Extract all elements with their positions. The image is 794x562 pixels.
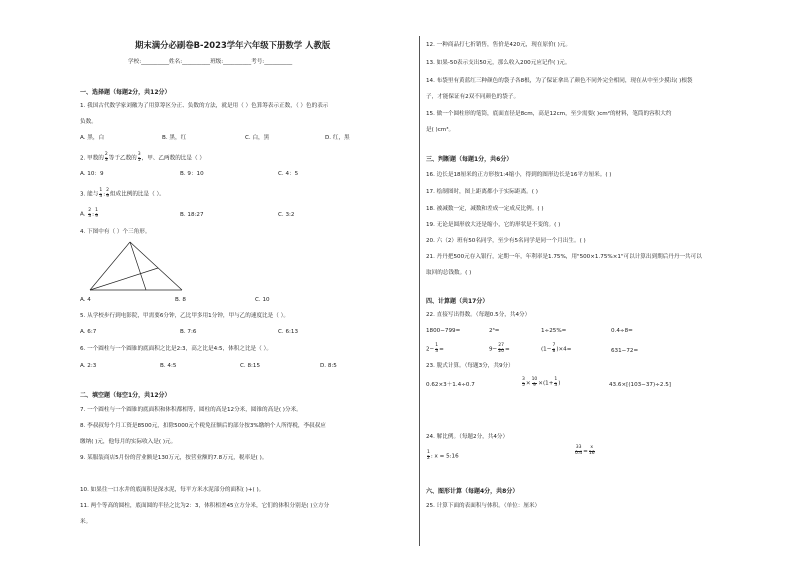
- question-8-cont: 缴纳( )元，他每月的实际收入是( )元。: [80, 439, 177, 445]
- question-14-cont: 子，才能保证有2双不同颜色的袋子。: [426, 94, 520, 100]
- left-column: [80, 0, 415, 562]
- right-column: [426, 0, 756, 562]
- q6-option-c: C. 8:15: [240, 363, 261, 369]
- question-6: 6. 一个圆柱与一个圆锥的底面积之比是2:3，高之比是4:5，体积之比是（ ）。: [80, 346, 272, 352]
- question-7: 7. 一个圆柱与一个圆锥的底面积和体积都相等，圆柱的高是12分米，圆锥的高是( )分米。: [80, 407, 302, 413]
- exam-title: 期末满分必刷卷B-2023学年六年级下册数学 人教版: [135, 40, 331, 50]
- question-22: 22. 直接写出得数。（每题0.5分，共4分）: [426, 312, 531, 318]
- column-divider: [419, 36, 420, 546]
- question-3: 3. 能与 $\frac{1}{3}$ : $\frac{2}{9}$ 组成比例的比是（ ）。: [80, 188, 165, 199]
- q6-option-d: D. 8:5: [320, 363, 337, 369]
- triangle-figure: [88, 238, 188, 298]
- calc-item: (1− $\frac{7}{8}$ )×4=: [541, 343, 572, 354]
- question-2: [80, 153, 205, 163]
- equation-a: $\frac{1}{2}$ : x = 5:16: [427, 450, 459, 461]
- q1-option-c: C. 白，黑: [245, 135, 270, 141]
- calc-item: 2³=: [489, 328, 500, 334]
- section-calc-heading: 四、计算题（共17分）: [426, 298, 489, 305]
- q6-option-a: A. 2:3: [80, 363, 97, 369]
- q2-option-a: A. 10：9: [80, 171, 104, 177]
- question-15-cont: 是( )cm³。: [426, 127, 455, 133]
- q3-text-pre: 3. 能与: [80, 191, 99, 198]
- question-16: 16. 边长是18厘米的正方形按1:4缩小，得到的图形边长是16平方厘米。( ): [426, 172, 612, 178]
- fraction: $\frac{1}{3}$: [99, 188, 103, 199]
- section-figure-heading: 六、图形计算（每题4分，共8分）: [426, 488, 519, 495]
- question-17: 17. 绘制图时，图上距离都小于实际距离。( ): [426, 189, 538, 195]
- question-14: 14. 布袋里有黄蓝红三种颜色的袋子各8根，为了保证拿出了颜色不同外完全相同，现在从中至少摸出( )根袋: [426, 78, 693, 84]
- q1-option-b: B. 黑，红: [162, 135, 187, 141]
- calc-item: 0.4÷8=: [611, 328, 633, 334]
- question-1-cont: 负数。: [80, 119, 97, 125]
- question-4: 4. 下图中有（ ）个三角形。: [80, 229, 151, 235]
- q3-option-b: B. 18:27: [180, 212, 204, 218]
- calc-item: 1800−799=: [426, 328, 461, 334]
- q4-option-c: C. 10: [255, 297, 270, 303]
- q6-option-b: B. 4:5: [160, 363, 177, 369]
- fraction: $\frac{2}{9}$: [106, 188, 109, 199]
- question-10: 10. 如果往一口水井的底面积是深水泥，每平方米水泥部分的面积( )+( )。: [80, 487, 265, 493]
- q3-text-mid: 组成比例的比是（ ）。: [109, 191, 165, 198]
- question-11: 11. 两个等高的圆柱，底面圆的半径之比为2：3，体积相差45立方分米，它们的体积分别是( )立方分: [80, 503, 330, 509]
- question-23: 23. 脱式计算。（每题3分，共9分）: [426, 363, 514, 369]
- question-24: 24. 解比例。（每题2分，共4分）: [426, 434, 509, 440]
- question-19: 19. 无论是圆形放大还是缩小，它的形状是不变的。( ): [426, 222, 561, 228]
- q2-option-b: B. 9：10: [180, 171, 204, 177]
- question-18: 18. 被减数一定，减数和差成一定成反比例。( ): [426, 206, 544, 212]
- equation-b: $\frac{33}{0.4}$ = $\frac{x}{16}$: [575, 445, 595, 456]
- student-info-line: 学校:__________姓名:__________班级:__________考号:__________: [128, 59, 293, 65]
- section-judge-heading: 三、判断题（每题1分，共6分）: [426, 156, 513, 163]
- fraction: $\frac{3}{5}$: [137, 152, 141, 163]
- calc-item: 9− $\frac{27}{20}$ =: [489, 343, 510, 354]
- q2-option-c: C. 4：5: [278, 171, 299, 177]
- question-13: 13. 如果-50表示支出50元，那么收入200元应记作( )元。: [426, 60, 571, 66]
- q1-option-d: D. 红，黑: [325, 135, 350, 141]
- calc-item: 631−72=: [611, 348, 639, 354]
- question-25: 25. 计算下面的表面积与体积。（单位：厘米）: [426, 503, 541, 509]
- calc-item: 2− $\frac{1}{3}$ =: [426, 343, 444, 354]
- q5-option-b: B. 7:6: [180, 329, 197, 335]
- question-20: 20. 六（2）班有50名同学，至少有5名同学是同一个月出生。( ): [426, 238, 586, 244]
- q2-text-pre: 2. 甲数的: [80, 155, 104, 162]
- expression-2: $\frac{3}{5}$ × $\frac{10}{9}$ ×(1+ $\frac{1}{3}$ ): [522, 377, 561, 388]
- question-12: 12. 一种商品打七折销售，售价是420元，现在原价( )元。: [426, 42, 571, 48]
- question-9: 9. 某服装商店5月份的营业额是130万元，按营业额的7.8万元，税率是( )。: [80, 455, 268, 461]
- question-21: 21. 丹丹把500元存入银行，定期一年，年利率是1.75%，用"500×1.75%×1"可以计算出到期后丹丹一共可以: [426, 254, 702, 260]
- question-8: 8. 李叔叔每个月工资是8500元，扣除5000元个税免征额后的部分按3%缴纳个人所得税，李叔叔应: [80, 423, 326, 429]
- expression-3: 43.6×[(103−37)÷2.5]: [609, 382, 671, 388]
- q2-text-post: ，甲、乙两数的比是（ ）: [141, 155, 205, 162]
- q2-text-mid: 等于乙数的: [108, 155, 137, 162]
- expression-1: 0.62×3＋1.4÷0.7: [426, 382, 475, 388]
- section-choice-heading: 一、选择题（每题2分，共12分）: [80, 89, 171, 96]
- q3-option-a: A. $\frac{2}{3}$ : $\frac{1}{9}$: [80, 208, 98, 219]
- q3-option-c: C. 3:2: [278, 212, 295, 218]
- fraction: $\frac{2}{3}$: [104, 152, 108, 163]
- q5-option-a: A. 6:7: [80, 329, 97, 335]
- question-5: 5. 从学校步行到电影院，甲需要6分钟，乙比甲多用1分钟，甲与乙的速度比是（ ）。: [80, 313, 289, 319]
- question-1: 1. 我国古代数学家刘徽为了用算筹区分正、负数的方法，就是用（ ）色算筹表示正数，（ ）色的表示: [80, 103, 329, 109]
- q1-option-a: A. 黑，白: [80, 135, 105, 141]
- calc-item: 1÷25%=: [541, 328, 567, 334]
- question-15: 15. 做一个圆柱形的笔筒，底面直径是8cm，高是12cm，至少需要( )cm²的材料，笔筒的容积大约: [426, 111, 672, 117]
- question-11-cont: 米。: [80, 519, 92, 525]
- q4-option-b: B. 8: [175, 297, 186, 303]
- q4-option-a: A. 4: [80, 297, 91, 303]
- q5-option-c: C. 6:13: [278, 329, 299, 335]
- question-21-cont: 取回的总钱数。( ): [426, 270, 472, 276]
- section-fill-heading: 二、填空题（每空1分，共12分）: [80, 392, 171, 399]
